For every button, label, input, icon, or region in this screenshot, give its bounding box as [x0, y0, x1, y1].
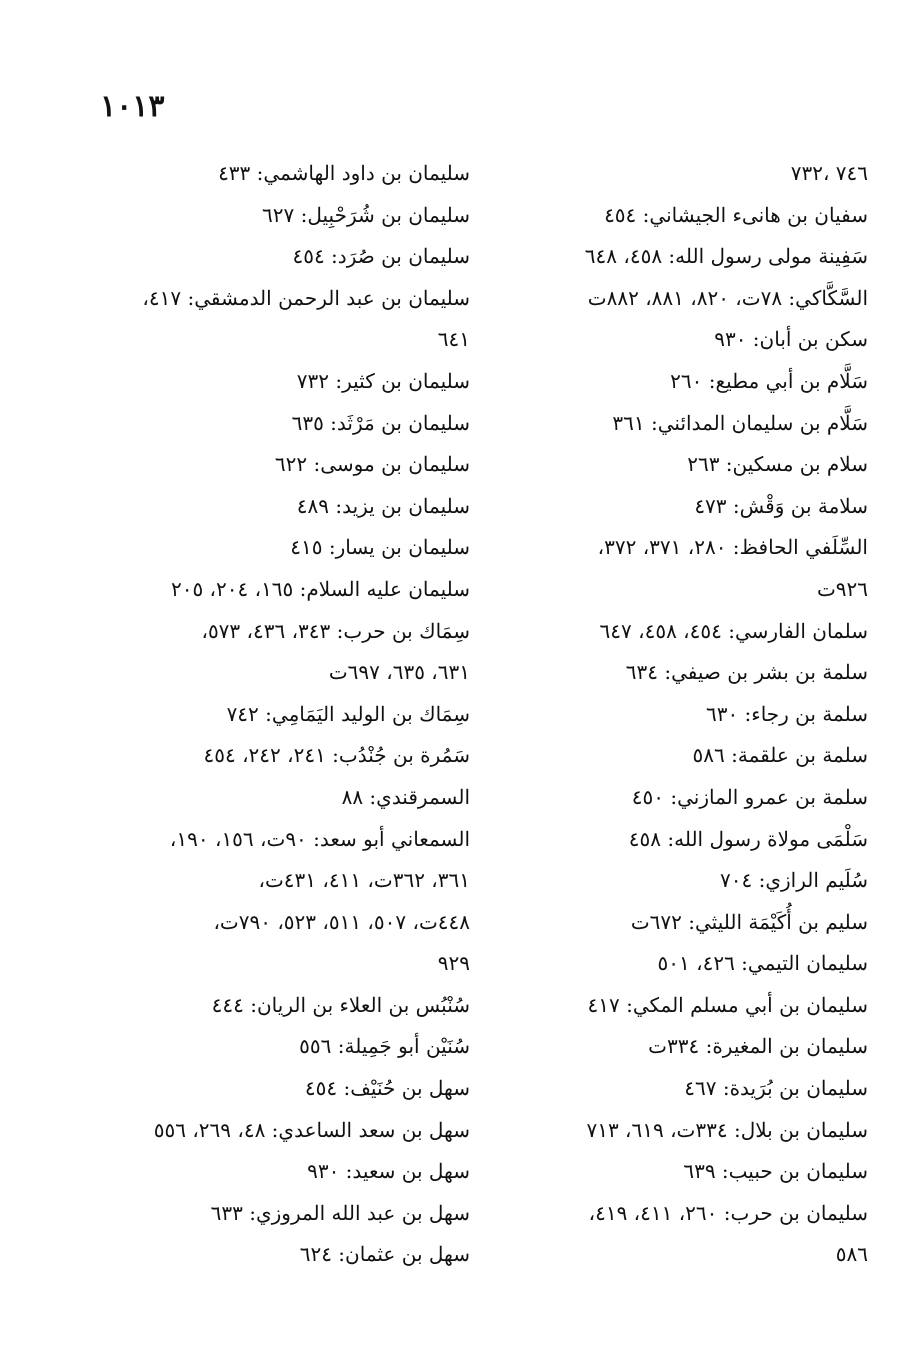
- index-entry: سليمان بن حرب: ٢٦٠، ٤١١، ٤١٩،: [588, 1200, 868, 1225]
- index-entry: سليمان بن بُرَيدة: ٤٦٧: [684, 1076, 868, 1101]
- index-entry: سكن بن أبان: ٩٣٠: [714, 327, 868, 352]
- index-entry: ٦٣١، ٦٣٥، ٦٩٧ت: [328, 660, 470, 685]
- index-entry: ٧٤٦ ،٧٣٢: [790, 161, 868, 185]
- index-entry: ٩٢٩: [437, 951, 470, 976]
- index-entry: ٦٤١: [437, 327, 470, 352]
- index-entry: سليمان بن أبي مسلم المكي: ٤١٧: [587, 992, 868, 1017]
- index-entry: سهل بن حُنَيْف: ٤٥٤: [304, 1076, 470, 1101]
- index-entry: سليمان بن موسى: ٦٢٢: [274, 452, 470, 477]
- index-entry: السَّكَّاكي: ٧٨ت، ٨٢٠، ٨٨١، ٨٨٢ت: [587, 285, 868, 310]
- index-column-left: [98, 153, 470, 1276]
- index-entry: ٥٨٦: [835, 1242, 868, 1267]
- index-entry: سليمان بن عبد الرحمن الدمشقي: ٤١٧،: [142, 285, 470, 310]
- index-entry: سهل بن سعد الساعدي: ٤٨، ٢٦٩، ٥٥٦: [153, 1117, 470, 1142]
- index-entry: ٤٤٨ت، ٥٠٧، ٥١١، ٥٢٣، ٧٩٠ت،: [213, 909, 470, 934]
- page-number: ١٠١٣: [100, 89, 165, 124]
- index-entry: سهل بن عثمان: ٦٢٤: [299, 1242, 470, 1267]
- index-entry: ٩٢٦ت: [816, 576, 868, 601]
- index-entry: سَلَّام بن سليمان المدائني: ٣٦١: [612, 410, 868, 435]
- index-entry: سليمان عليه السلام: ١٦٥، ٢٠٤، ٢٠٥: [170, 576, 470, 601]
- index-entry: سلامة بن وَقْش: ٤٧٣: [694, 493, 868, 518]
- index-entry: سلمة بن عمرو المازني: ٤٥٠: [631, 784, 868, 809]
- index-entry: سَفِينة مولى رسول الله: ٤٥٨، ٦٤٨: [584, 244, 868, 269]
- index-entry: السمعاني أبو سعد: ٩٠ت، ١٥٦، ١٩٠،: [169, 826, 470, 851]
- index-entry: سلمة بن بشر بن صيفي: ٦٣٤: [625, 660, 868, 685]
- index-entry: سليمان بن داود الهاشمي: ٤٣٣: [218, 161, 470, 185]
- index-entry: سلمان الفارسي: ٤٥٤، ٤٥٨، ٦٤٧: [599, 618, 868, 643]
- index-column-right: [478, 153, 868, 1276]
- index-entry: سليمان بن صُرَد: ٤٥٤: [292, 244, 470, 269]
- index-entry: سليمان بن يسار: ٤١٥: [290, 535, 470, 560]
- index-entry: سِمَاك بن الوليد اليَمَامِي: ٧٤٢: [226, 701, 470, 726]
- index-entry: سفيان بن هانىء الجيشاني: ٤٥٤: [604, 202, 868, 227]
- index-entry: سُنَيْن أبو جَمِيلة: ٥٥٦: [299, 1034, 470, 1059]
- index-entry: سهل بن سعيد: ٩٣٠: [307, 1159, 470, 1184]
- index-entry: سلام بن مسكين: ٢٦٣: [687, 452, 868, 477]
- index-entry: سُنْبُس بن العلاء بن الريان: ٤٤٤: [211, 992, 470, 1017]
- index-entry: سليم بن أُكَيْمَة الليثي: ٦٧٢ت: [630, 909, 868, 934]
- index-entry: سهل بن عبد الله المروزي: ٦٣٣: [210, 1200, 470, 1225]
- index-entry: سليمان بن مَرْثَد: ٦٣٥: [291, 410, 470, 435]
- index-entry: سَمُرة بن جُنْدُب: ٢٤١، ٢٤٢، ٤٥٤: [203, 743, 470, 768]
- index-entry: سَلْمَى مولاة رسول الله: ٤٥٨: [628, 826, 868, 851]
- index-entry: السمرقندي: ٨٨: [341, 784, 470, 809]
- index-entry: سَلَّام بن أبي مطيع: ٢٦٠: [670, 368, 868, 393]
- index-entry: سليمان بن يزيد: ٤٨٩: [296, 493, 470, 518]
- index-entry: سليمان بن حبيب: ٦٣٩: [683, 1159, 868, 1184]
- index-entry: سليمان التيمي: ٤٢٦، ٥٠١: [657, 951, 868, 976]
- index-entry: سليمان بن كثير: ٧٣٢: [296, 368, 470, 393]
- index-entry: سليمان بن بلال: ٣٣٤ت، ٦١٩، ٧١٣: [586, 1117, 868, 1142]
- index-entry: ٣٦١، ٣٦٢ت، ٤١١، ٤٣١ت،: [258, 868, 470, 893]
- index-entry: سلمة بن رجاء: ٦٣٠: [705, 701, 868, 726]
- index-entry: سليمان بن المغيرة: ٣٣٤ت: [648, 1034, 868, 1059]
- index-entry: السِّلَفي الحافظ: ٢٨٠، ٣٧١، ٣٧٢،: [597, 535, 868, 560]
- index-entry: سلمة بن علقمة: ٥٨٦: [692, 743, 868, 768]
- index-entry: سُلَيم الرازي: ٧٠٤: [720, 868, 868, 893]
- index-entry: سليمان بن شُرَحْبِيل: ٦٢٧: [262, 202, 470, 227]
- index-entry: سِمَاك بن حرب: ٣٤٣، ٤٣٦، ٥٧٣،: [201, 618, 470, 643]
